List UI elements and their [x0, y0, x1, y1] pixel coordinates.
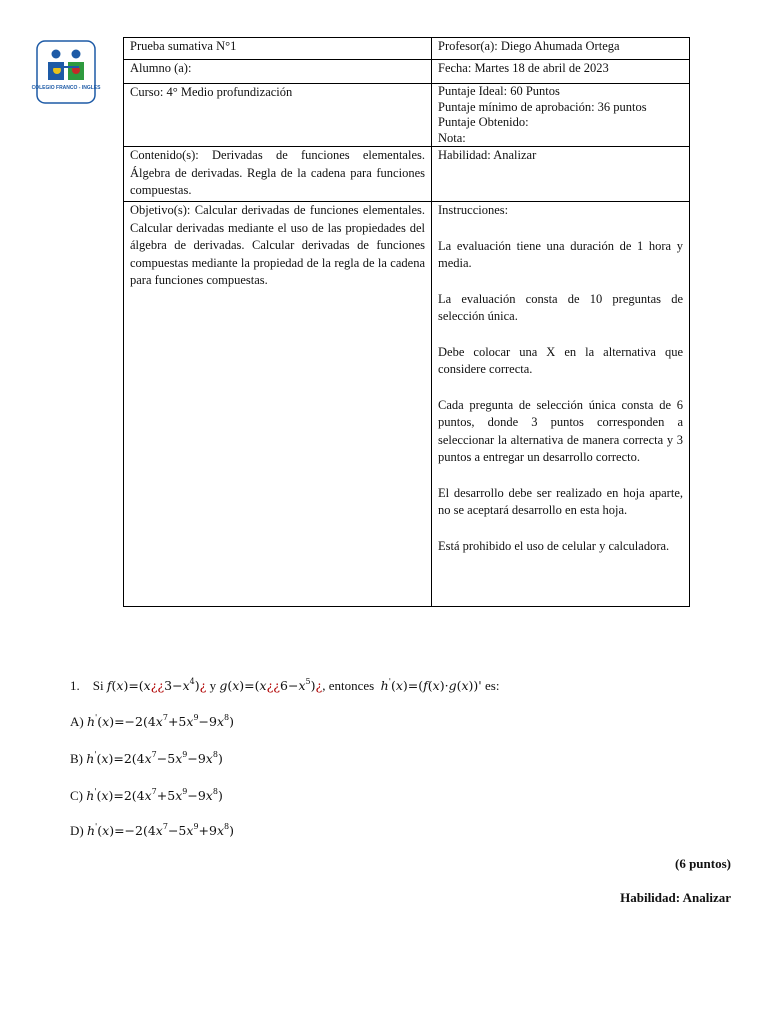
g-definition: $g(x)=(x¿¿6-x^5)¿$	[219, 677, 323, 693]
question-number: 1.	[70, 678, 80, 693]
instrucciones-cell	[432, 202, 690, 607]
puntaje-minimo: Puntaje mínimo de aprobación: 36 puntos	[438, 99, 647, 114]
option-b[interactable]	[70, 750, 223, 767]
profesor-cell	[432, 38, 690, 60]
curso-cell	[124, 84, 432, 147]
option-b-formula: $h'(x)=2(4x^7-5x^9-9x^8)$	[86, 750, 223, 766]
f-definition: $f(x)=(x¿¿3-x^4)¿$	[106, 677, 207, 693]
fecha-label: Fecha: Martes 18 de abril de 2023	[438, 61, 609, 75]
question-1-stem	[70, 677, 499, 694]
option-d[interactable]	[70, 822, 234, 839]
question-skill: Habilidad: Analizar	[620, 890, 731, 905]
h-definition: h'(x)=(f(x)·g(x))'	[380, 677, 482, 693]
option-c-formula: $h'(x)=2(4x^7+5x^9-9x^8)$	[86, 787, 223, 803]
instruccion-item: La evaluación consta de 10 preguntas de selección única.	[438, 291, 683, 323]
question-es: es:	[485, 678, 500, 693]
profesor-label: Profesor(a): Diego Ahumada Ortega	[438, 39, 620, 53]
objetivo-cell	[124, 202, 432, 607]
option-a-formula: $h'(x)=-2(4x^7+5x^9-9x^8)$	[86, 713, 235, 729]
puntaje-obtenido: Puntaje Obtenido:	[438, 115, 529, 129]
puntaje-cell	[432, 84, 690, 147]
instruccion-item: Debe colocar una X en la alternativa que considere correcta.	[438, 344, 683, 376]
option-label: C)	[70, 788, 83, 803]
question-y: y	[209, 678, 217, 693]
curso-label: Curso: 4° Medio profundización	[130, 85, 293, 99]
habilidad-text: Habilidad: Analizar	[438, 148, 537, 162]
contenido-text: Contenido(s): Derivadas de funciones elementales. Álgebra de derivadas. Regla de la cadena para funciones compuestas.	[130, 148, 425, 197]
instruccion-item: Está prohibido el uso de celular y calculadora.	[438, 538, 670, 553]
logo-word-colegio: COLEGIO FRANCO - INGLES	[31, 85, 101, 91]
option-label: A)	[70, 714, 84, 729]
instrucciones-title: Instrucciones:	[438, 203, 509, 217]
puntaje-ideal: Puntaje Ideal: 60 Puntos	[438, 84, 560, 98]
option-label: D)	[70, 823, 84, 838]
question-entonces: , entonces	[322, 678, 375, 693]
prueba-cell	[124, 38, 432, 60]
school-logo	[31, 40, 101, 104]
option-c[interactable]	[70, 787, 223, 804]
instruccion-item: El desarrollo debe ser realizado en hoja aparte, no se aceptará desarrollo en esta hoja.	[438, 485, 683, 517]
alumno-cell	[124, 60, 432, 84]
question-points: (6 puntos)	[675, 856, 731, 871]
prueba-label: Prueba sumativa N°1	[130, 39, 237, 53]
fecha-cell	[432, 60, 690, 84]
instruccion-item: La evaluación tiene una duración de 1 hora y media.	[438, 238, 683, 270]
option-a[interactable]	[70, 713, 234, 730]
header-table	[123, 37, 690, 607]
contenido-cell	[124, 147, 432, 202]
option-d-formula: $h'(x)=-2(4x^7-5x^9+9x^8)$	[86, 822, 235, 838]
alumno-label: Alumno (a):	[130, 61, 192, 75]
question-si: Si	[92, 678, 104, 693]
instruccion-item: Cada pregunta de selección única consta de 6 puntos, donde 3 puntos corresponden a seleccionar la alternativa de manera correcta y 3 puntos a entregar un desarrollo correcto.	[438, 397, 683, 464]
nota: Nota:	[438, 130, 466, 145]
option-label: B)	[70, 751, 83, 766]
objetivo-text: Objetivo(s): Calcular derivadas de funciones elementales. Calcular derivadas mediante el uso de las propiedades del álgebra de derivadas. Calcular derivadas de funciones compuestas mediante la propiedad de la regla de la cadena para funciones compuestas.	[130, 203, 425, 287]
habilidad-cell	[432, 147, 690, 202]
